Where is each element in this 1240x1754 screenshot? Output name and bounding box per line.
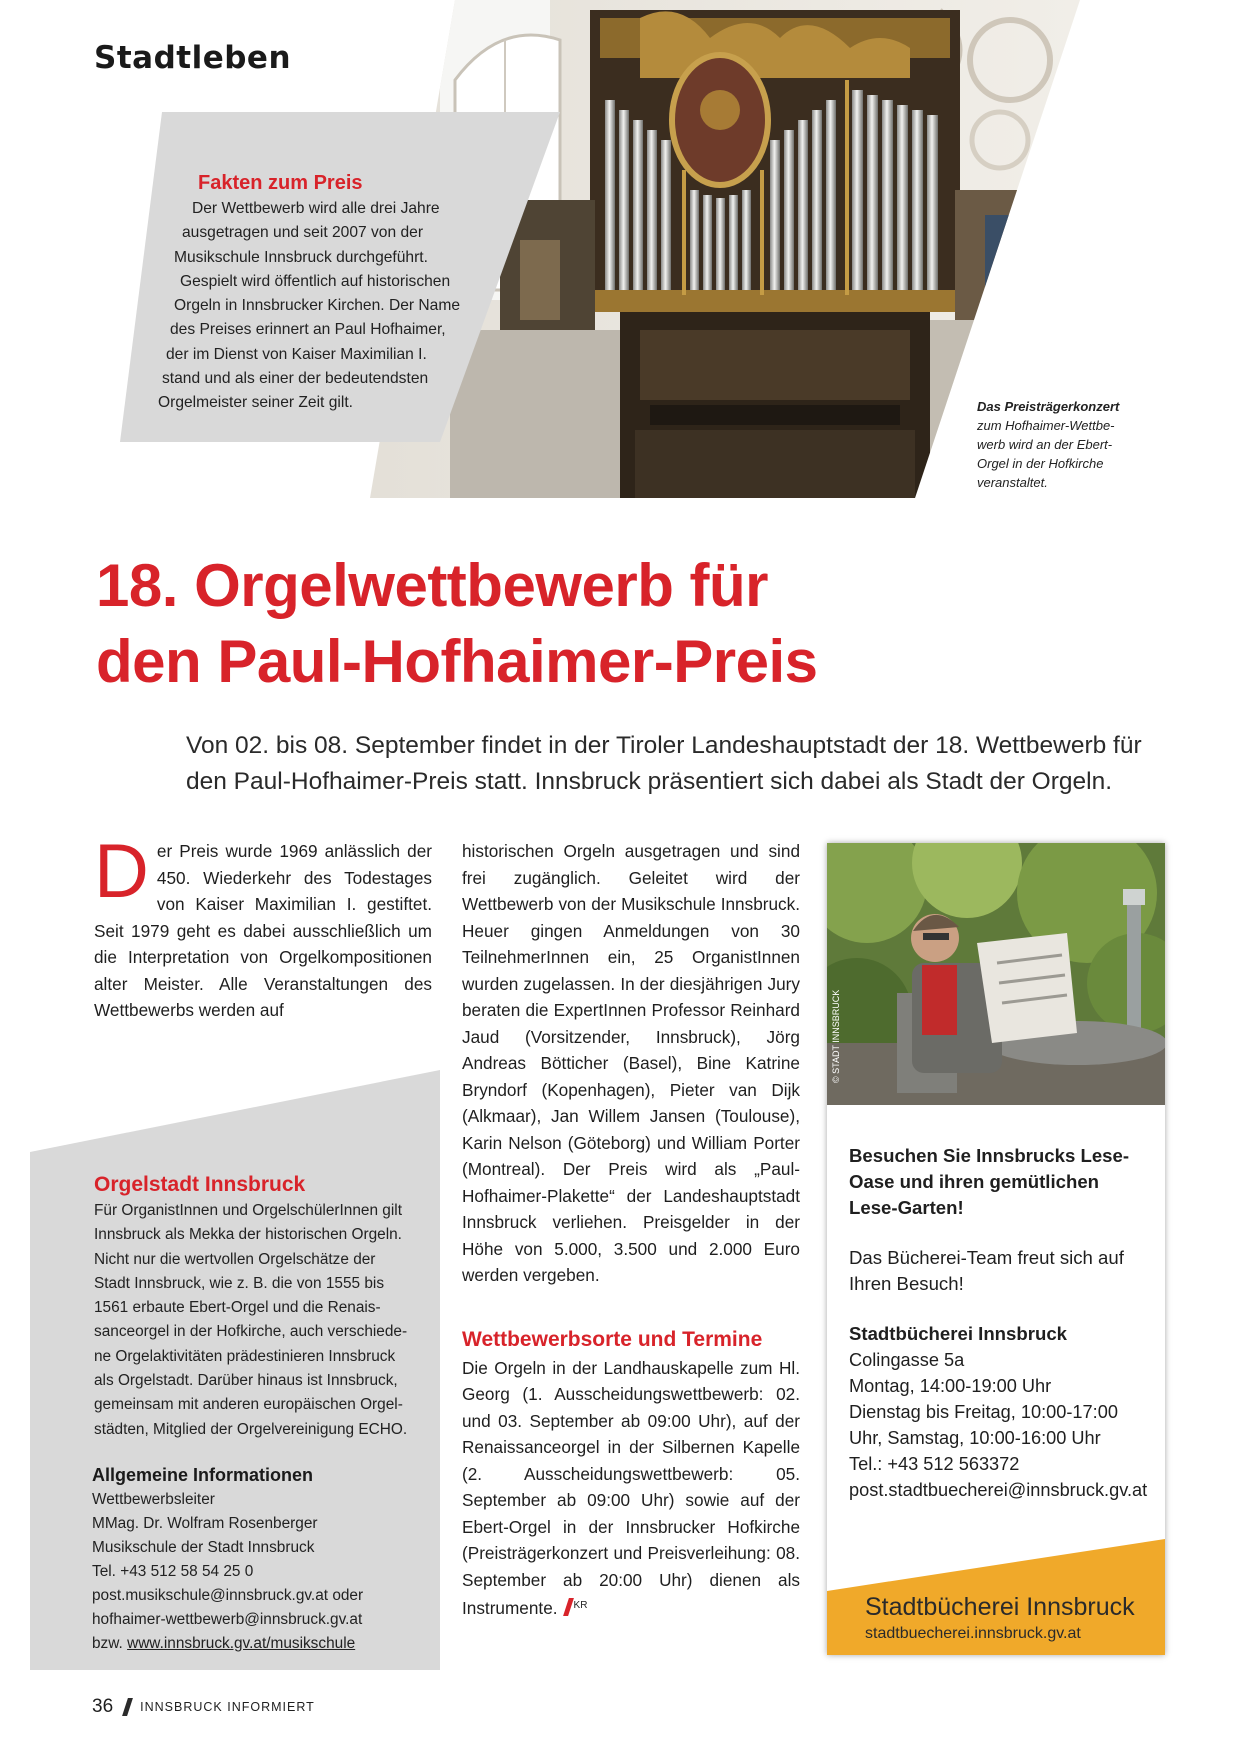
library-invite: Das Bücherei-Team freut sich auf Ihren Besuch! (849, 1247, 1124, 1294)
orgelstadt-line: 1561 erbaute Ebert-Orgel und die Renais- (94, 1299, 381, 1317)
orgelstadt-line: Stadt Innsbruck, wie z. B. die von 1555 bis (94, 1274, 385, 1292)
article-lead (186, 728, 1146, 800)
library-email[interactable]: post.stadtbuecherei@innsbruck.gv.at (849, 1480, 1148, 1500)
venues-text (462, 1355, 800, 1622)
headline-line: 18. Orgelwettbewerb für (96, 552, 768, 619)
photo-credit: © STADT INNSBRUCK (831, 989, 841, 1083)
info-prefix: bzw. (92, 1635, 128, 1652)
venues-body: Die Orgeln in der Landhauskapelle zum Hl. Georg (1. Ausscheidungswettbewerb: 02. und 03. September ab 09:00 Uhr), auf der Renaissanceorgel in der Silbernen Kapelle (2. Ausscheidungswettbewerb: 05. September ab 09:00 Uhr) sowie auf der Ebert-Orgel in der Innsbrucker Hofkirche (Preisträgerkonzert und Preisverleihung: 08. September ab 20:00 Uhr) dienen als Instrumente. (462, 1357, 800, 1618)
general-info (92, 1465, 432, 1656)
orgelstadt-line: ne Orgelaktivitäten prädestinieren Innsbruck (94, 1347, 396, 1365)
body-text: er Preis wurde 1969 anlässlich der 450. Wiederkehr des Todestages von Kaiser Maximilian I. gestiftet. Seit 1979 geht es dabei ausschließlich um die Interpretation von Orgelkompositionen alter Meister. Alle Veranstaltungen des Wettbewerbs werden auf (94, 841, 432, 1020)
facts-line: ausgetragen und seit 2007 von der (182, 224, 424, 242)
headline-line: den Paul-Hofhaimer-Preis (96, 628, 818, 695)
orgelstadt-line: gemeinsam mit anderen europäischen Orgel- (94, 1396, 403, 1414)
article-column-1 (94, 829, 432, 1024)
magazine-name: INNSBRUCK INFORMIERT (140, 1700, 315, 1714)
orgelstadt-box (94, 1173, 430, 1442)
drop-cap: D (94, 829, 149, 914)
facts-body (150, 197, 500, 416)
info-line: post.musikschule@innsbruck.gv.at oder (92, 1587, 364, 1604)
author-initials: KR (573, 1600, 588, 1611)
banner-url[interactable]: stadtbuecherei.innsbruck.gv.at (865, 1625, 1081, 1642)
page-footer (92, 1696, 315, 1718)
library-name: Stadtbücherei Innsbruck (849, 1323, 1068, 1344)
library-ad (827, 843, 1165, 1655)
facts-line: der im Dienst von Kaiser Maximilian I. (166, 345, 427, 363)
facts-line: Gespielt wird öffentlich auf historischen (180, 272, 451, 290)
facts-box (150, 172, 500, 416)
general-info-body (92, 1488, 432, 1656)
library-hours: Uhr, Samstag, 10:00-16:00 Uhr (849, 1428, 1101, 1448)
photo-caption (977, 397, 1147, 492)
caption-bold: Das Preisträgerkonzert (977, 399, 1120, 414)
lead-line: den Paul-Hofhaimer-Preis statt. Innsbruck präsentiert sich dabei als Stadt der Orgeln. (186, 768, 1112, 795)
library-headline: Besuchen Sie Innsbrucks Lese-Oase und ihren gemütlichen Lese-Garten! (849, 1145, 1130, 1218)
musikschule-link[interactable]: www.innsbruck.gv.at/musikschule (127, 1635, 356, 1652)
facts-line: Der Wettbewerb wird alle drei Jahre (192, 200, 440, 217)
library-text (849, 1143, 1149, 1503)
orgelstadt-line: Für OrganistInnen und OrgelschülerInnen gilt (94, 1202, 402, 1219)
lead-line: Von 02. bis 08. September findet in der Tiroler Landeshauptstadt der 18. Wettbewerb für (186, 732, 1142, 759)
body-text: historischen Orgeln ausgetragen und sind frei zugänglich. Geleitet wird der Wettbewerb von der Musikschule Innsbruck. Heuer gingen Anmeldungen von 30 TeilnehmerInnen ein, 25 OrganistInnen wurden zugelassen. In der diesjährigen Jury beraten die ExpertInnen Professor Reinhard Jaud (Vorsitzender, Innsbruck), Jörg Andreas Bötticher (Basel), Bine Katrine Bryndorf (Kopenhagen), Pieter van Dijk (Alkmaar), Jan Willem Jansen (Toulouse), Karin Nelson (Göteborg) und William Porter (Montreal). Der Preis wird als „Paul-Hofhaimer-Plakette“ der Landeshauptstadt Innsbruck verliehen. Preisgelder in der Höhe von 5.000, 3.500 und 2.000 Euro werden vergeben. (462, 841, 800, 1285)
orgelstadt-line: Innsbruck als Mekka der historischen Orgeln. (94, 1226, 402, 1244)
info-line: Musikschule der Stadt Innsbruck (92, 1539, 315, 1556)
library-phone: Tel.: +43 512 563372 (849, 1454, 1020, 1474)
info-line: Tel. +43 512 58 54 25 0 (92, 1563, 254, 1580)
page-number: 36 (92, 1696, 114, 1717)
info-line: MMag. Dr. Wolfram Rosenberger (92, 1515, 318, 1532)
orgelstadt-line: als Orgelstadt. Darüber hinaus ist Innsbruck, (94, 1372, 398, 1390)
orgelstadt-body (94, 1199, 430, 1442)
info-line: hofhaimer-wettbewerb@innsbruck.gv.at (92, 1611, 363, 1628)
info-line (92, 1632, 432, 1656)
venues-title: Wettbewerbsorte und Termine (462, 1327, 763, 1351)
facts-line: stand und als einer der bedeutendsten (162, 370, 429, 388)
section-title: Stadtleben (94, 40, 292, 76)
library-hours: Montag, 14:00-19:00 Uhr (849, 1376, 1052, 1396)
orgelstadt-line: sanceorgel in der Hofkirche, auch verschiede- (94, 1323, 408, 1341)
footer-divider (122, 1698, 133, 1716)
banner-title: Stadtbücherei Innsbruck (865, 1593, 1135, 1621)
caption-line: Orgel in der Hofkirche (977, 456, 1104, 471)
library-address: Colingasse 5a (849, 1350, 965, 1370)
info-line: Wettbewerbsleiter (92, 1491, 215, 1508)
facts-title: Fakten zum Preis (198, 172, 363, 194)
article-headline (96, 548, 1176, 700)
reader-photo (827, 843, 1165, 1105)
orgelstadt-title: Orgelstadt Innsbruck (94, 1173, 306, 1196)
facts-line: Musikschule Innsbruck durchgeführt. (174, 248, 428, 266)
orgelstadt-line: städten, Mitglied der Orgelvereinigung ECHO. (94, 1420, 408, 1438)
caption-line: veranstaltet. (977, 475, 1048, 490)
library-hours: Dienstag bis Freitag, 10:00-17:00 (849, 1402, 1118, 1422)
facts-line: Orgelmeister seiner Zeit gilt. (158, 394, 353, 412)
facts-line: des Preises erinnert an Paul Hofhaimer, (170, 321, 446, 339)
article-end-mark (563, 1598, 574, 1616)
library-contact (849, 1347, 1149, 1503)
article-column-2 (462, 838, 800, 1622)
orgelstadt-line: Nicht nur die wertvollen Orgelschätze der (94, 1250, 376, 1268)
facts-line: Orgeln in Innsbrucker Kirchen. Der Name (174, 297, 461, 315)
general-info-title: Allgemeine Informationen (92, 1465, 314, 1485)
caption-line: werb wird an der Ebert- (977, 437, 1113, 452)
caption-line: zum Hofhaimer-Wettbe- (977, 418, 1115, 433)
